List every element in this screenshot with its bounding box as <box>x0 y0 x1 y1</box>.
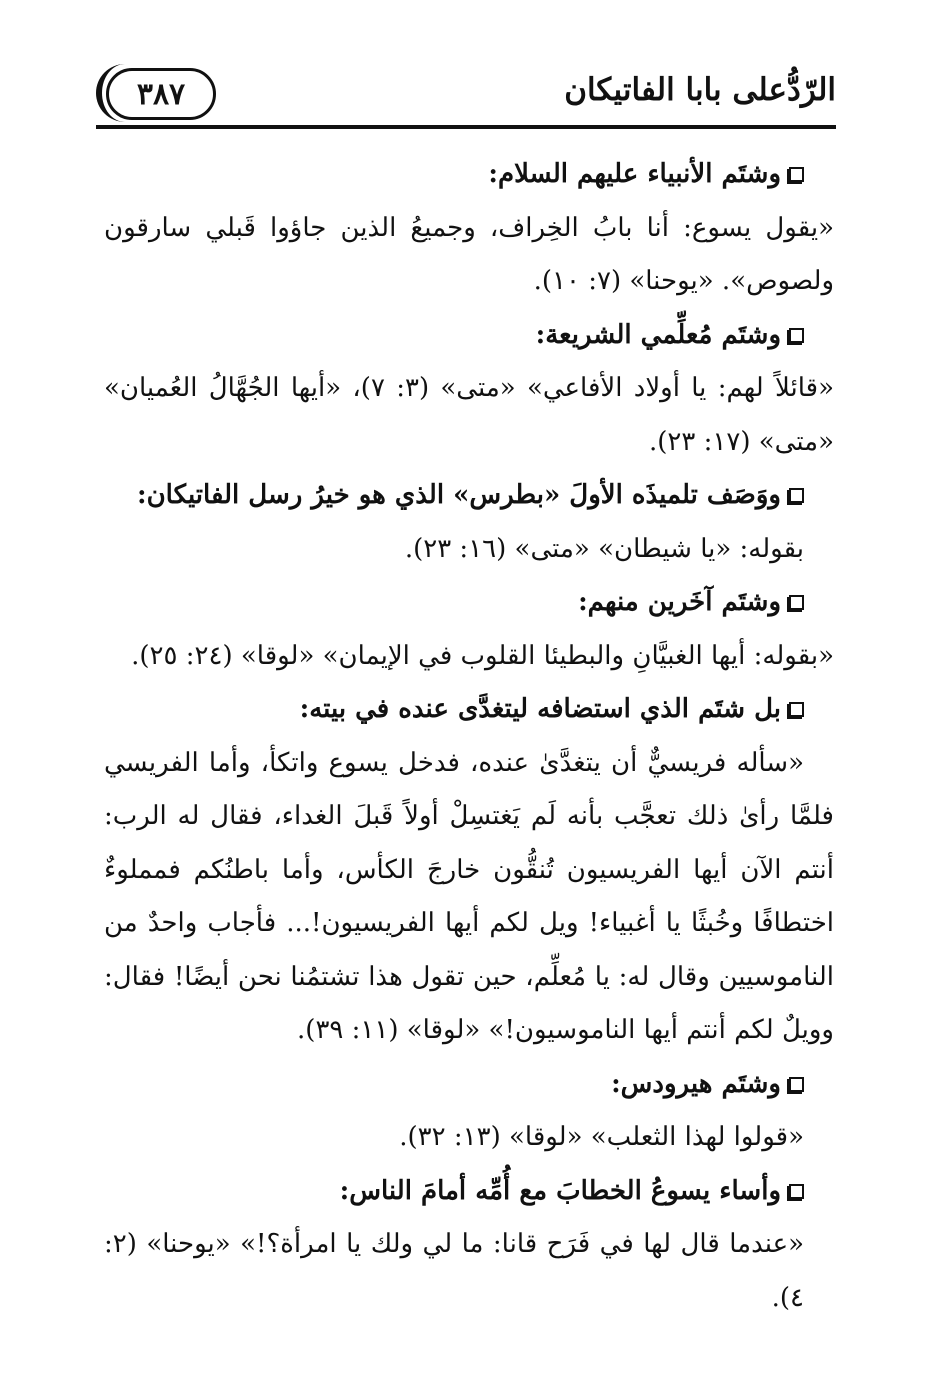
page-header <box>96 62 836 132</box>
page-number: ٣٨٧ <box>136 76 186 112</box>
quote-paragraph: «بقوله: أيها الغبيَّانِ والبطيئا القلوب في الإيمان» «لوقا» (٢٤: ٢٥). <box>131 640 834 671</box>
section-heading <box>104 1058 834 1112</box>
section-heading <box>104 1165 834 1219</box>
section-heading <box>104 683 834 737</box>
quote-paragraph: «يقول يسوع: أنا بابُ الخِراف، وجميعُ الذين جاؤوا قَبلي سارقون ولصوص». «يوحنا» (٧: ١٠). <box>104 212 834 296</box>
section-heading <box>104 148 834 202</box>
heading-text: وشتَم آخَرين منهم: <box>578 587 781 617</box>
running-title: الرّدُّعلى بابا الفاتيكان <box>564 72 836 108</box>
checkbox-bullet-icon <box>789 167 804 182</box>
heading-text: بل شتَم الذي استضافه ليتغدَّى عنده في بيته: <box>299 694 781 724</box>
checkbox-bullet-icon <box>789 702 804 717</box>
section-heading <box>104 576 834 630</box>
quote-paragraph: «عندما قال لها في فَرَح قانا: ما لي ولك يا امرأة؟!» «يوحنا» (٢: ٤). <box>104 1229 804 1313</box>
checkbox-bullet-icon <box>789 328 804 343</box>
quote-paragraph: «قولوا لهذا الثعلب» «لوقا» (١٣: ٣٢). <box>399 1122 804 1152</box>
quote-paragraph: «قائلاً لهم: يا أولاد الأفاعي» «متى» (٣: ٧)، «أيها الجُهَّالُ العُميان» «متى» (١٧: ٢٣). <box>104 373 834 457</box>
checkbox-bullet-icon <box>789 488 804 503</box>
section-heading <box>104 469 834 523</box>
heading-text: وشتَم هيرودس: <box>611 1068 781 1099</box>
checkbox-bullet-icon <box>789 595 804 610</box>
heading-text: وشتَم مُعلِّمي الشريعة: <box>535 319 781 350</box>
heading-text: وأساء يسوعُ الخطابَ مع أُمِّه أمامَ الناس: <box>339 1175 781 1206</box>
checkbox-bullet-icon <box>789 1077 804 1092</box>
heading-text: ووَصَف تلميذَه الأولَ «بطرس» الذي هو خيرُ رسل الفاتيكان: <box>136 480 781 510</box>
page-number-badge <box>106 68 216 120</box>
heading-text: وشتَم الأنبياء عليهم السلام: <box>488 159 781 189</box>
header-rule <box>96 125 836 129</box>
quote-paragraph: «سأله فريسيٌّ أن يتغدَّىٰ عنده، فدخل يسوع واتكأ، وأما الفريسي فلمَّا رأىٰ ذلك تعجَّب بأنه لَم يَغتسِلْ أولاً قَبلَ الغداء، فقال له الرب: أنتم الآن أيها الفريسيون تُنقُّون خارجَ الكأس، وأما باطنُكم فمملوءٌ اختطافًا وخُبثًا يا أغبياء! ويل لكم أيها الفريسيون!... فأجاب واحدٌ من الناموسيين وقال له: يا مُعلِّم، حين تقول هذا تشتمُنا نحن أيضًا! فقال: وويلٌ لكم أنتم أيها الناموسيون!» «لوقا» (١١: ٣٩). <box>104 747 834 1045</box>
page-body <box>104 148 834 1325</box>
checkbox-bullet-icon <box>789 1184 804 1199</box>
section-heading <box>104 309 834 363</box>
quote-paragraph: بقوله: «يا شيطان» «متى» (١٦: ٢٣). <box>404 533 804 564</box>
